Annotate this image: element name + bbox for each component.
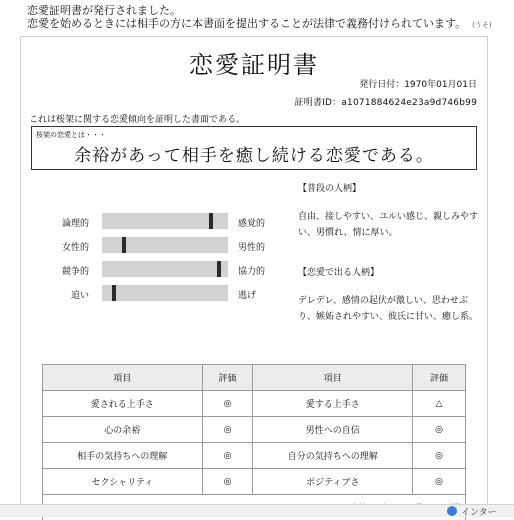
slider-left-label: 追い: [35, 288, 89, 301]
table-cell: 愛する上手さ: [253, 391, 413, 417]
evaluation-table: [42, 364, 466, 520]
notice-line-1: 恋愛証明書が発行されました。: [27, 4, 492, 17]
slider-right-label: 感覚的: [238, 216, 265, 229]
table-header-row: [43, 365, 466, 391]
table-cell: △: [413, 391, 466, 417]
slider-track: [102, 261, 228, 277]
table-cell: 愛される上手さ: [43, 391, 203, 417]
table-cell: ◎: [202, 443, 253, 469]
certificate-title: 恋愛証明書: [21, 45, 487, 80]
table-row: [43, 469, 466, 495]
table-row: [43, 391, 466, 417]
table-header: 評価: [413, 365, 466, 391]
slider-right-label: 協力的: [238, 264, 265, 277]
table-cell: ◎: [413, 443, 466, 469]
table-cell: ◎: [202, 469, 253, 495]
table-cell: 自分の気持ちへの理解: [253, 443, 413, 469]
table-header: 項目: [253, 365, 413, 391]
notice-joke-mark: (うそ): [472, 21, 491, 29]
certificate-id: 証明書ID：a1071884624e23a9d746b99: [295, 95, 477, 108]
slider-row-chase-escape: [21, 285, 281, 301]
browser-status-bar: [0, 504, 514, 517]
table-cell: 心の余裕: [43, 417, 203, 443]
slider-row-competitive-cooperative: [21, 261, 281, 277]
slider-marker: [217, 261, 221, 277]
love-personality-text: デレデレ、感情の起伏が激しい、思わせぶり、嫉妬されやすい、彼氏に甘い、癒し系。: [298, 293, 478, 325]
table-cell: 相手の気持ちへの理解: [43, 443, 203, 469]
table-header: 評価: [202, 365, 253, 391]
slider-marker: [122, 237, 126, 253]
slider-track: [102, 213, 228, 229]
table-header: 項目: [43, 365, 203, 391]
table-row: [43, 443, 466, 469]
normal-personality-text: 自由、接しやすい、ユルい感じ、親しみやすい、男慣れ、情に厚い。: [298, 209, 478, 241]
slider-row-feminine-masculine: [21, 237, 281, 253]
normal-personality-heading: 【普段の人柄】: [298, 181, 361, 194]
slider-right-label: 男性的: [238, 240, 265, 253]
slider-row-logic-sense: [21, 213, 281, 229]
table-cell: セクシャリティ: [43, 469, 203, 495]
catchphrase-intro: 桜架の恋愛とは・・・: [36, 130, 106, 140]
love-personality-heading: 【恋愛で出る人柄】: [298, 265, 379, 278]
slider-right-label: 逃げ: [238, 288, 256, 301]
table-cell: ◎: [413, 417, 466, 443]
table-cell: ◎: [202, 417, 253, 443]
globe-icon: [447, 506, 457, 516]
table-cell: ◎: [413, 469, 466, 495]
table-cell: 男性への自信: [253, 417, 413, 443]
slider-left-label: 論理的: [35, 216, 89, 229]
notice-line-2-text: 恋愛を始めるときには相手の方に本書面を提出することが法律で義務付けられています。: [27, 17, 466, 30]
issue-date: 発行日付：1970年01月01日: [359, 77, 477, 90]
slider-marker: [209, 213, 213, 229]
slider-marker: [112, 285, 116, 301]
catchphrase-box: [31, 126, 477, 170]
table-cell: ポジティブさ: [253, 469, 413, 495]
slider-left-label: 競争的: [35, 264, 89, 277]
slider-track: [102, 237, 228, 253]
notice-line-2: [27, 17, 492, 32]
slider-track: [102, 285, 228, 301]
table-cell: ◎: [202, 391, 253, 417]
status-zone-text: インター: [461, 505, 497, 518]
slider-left-label: 女性的: [35, 240, 89, 253]
certificate-paper: [20, 36, 488, 512]
catchphrase-text: 余裕があって相手を癒し続ける恋愛である。: [32, 141, 476, 166]
issue-notice: [27, 4, 492, 32]
certificate-description: これは桜架に関する恋愛傾向を証明した書面である。: [29, 112, 245, 125]
table-row: [43, 417, 466, 443]
